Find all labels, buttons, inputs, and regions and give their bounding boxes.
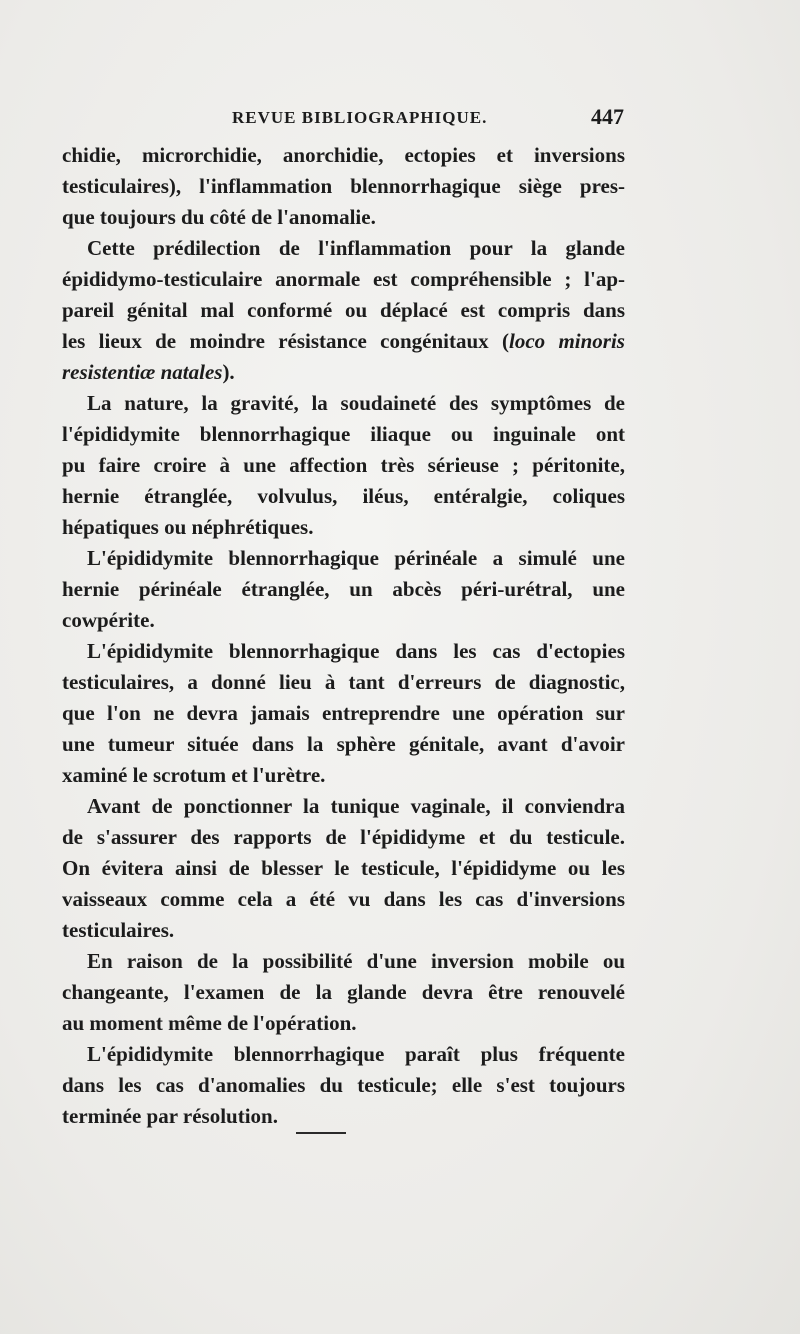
text-line: que l'on ne devra jamais entreprendre une opération sur <box>62 701 625 725</box>
text-line: cowpérite. <box>62 608 155 632</box>
text-line: L'épididymite blennorrhagique paraît plus fréquente <box>87 1042 625 1066</box>
text-line: vaisseaux comme cela a été vu dans les cas d'inversions <box>62 887 625 911</box>
text-line: La nature, la gravité, la soudaineté des symptômes de <box>87 391 625 415</box>
text-line: épididymo-testiculaire anormale est compréhensible ; l'ap- <box>62 267 625 291</box>
text-line: testiculaires), l'inflammation blennorrhagique siège pres- <box>62 174 625 198</box>
text-line: L'épididymite blennorrhagique périnéale a simulé une <box>87 546 625 570</box>
text-line: terminée par résolution. <box>62 1104 278 1128</box>
text-line: resistentiæ natales). <box>62 360 235 384</box>
text-line: dans les cas d'anomalies du testicule; elle s'est toujours <box>62 1073 625 1097</box>
text-line: chidie, microrchidie, anorchidie, ectopies et inversions <box>62 143 625 167</box>
closing-rule <box>296 1132 346 1134</box>
text-line: Cette prédilection de l'inflammation pour la glande <box>87 236 625 260</box>
text-line: que toujours du côté de l'anomalie. <box>62 205 376 229</box>
page-number: 447 <box>591 104 624 129</box>
text-line: testiculaires. <box>62 918 175 942</box>
text-line: au moment même de l'opération. <box>62 1011 357 1035</box>
text-line: xaminé le scrotum et l'urètre. <box>62 763 326 787</box>
text-line: On évitera ainsi de blesser le testicule, l'épididyme ou les <box>62 856 625 880</box>
text-line: En raison de la possibilité d'une inversion mobile ou <box>87 949 625 973</box>
text-line: une tumeur située dans la sphère génitale, avant d'avoir <box>62 732 625 756</box>
text-line: changeante, l'examen de la glande devra être renouvelé <box>62 980 625 1004</box>
text-line: pareil génital mal conformé ou déplacé est compris dans <box>62 298 625 322</box>
text-line: les lieux de moindre résistance congénitaux (loco minoris <box>62 329 625 353</box>
text-line: pu faire croire à une affection très sérieuse ; péritonite, <box>62 453 625 477</box>
running-title: REVUE BIBLIOGRAPHIQUE. <box>232 108 488 127</box>
running-header <box>62 104 624 134</box>
text-line: hernie périnéale étranglée, un abcès péri-urétral, une <box>62 577 625 601</box>
text-line: hépatiques ou néphrétiques. <box>62 515 314 539</box>
text-line: l'épididymite blennorrhagique iliaque ou inguinale ont <box>62 422 625 446</box>
body-text <box>62 140 625 1132</box>
text-line: L'épididymite blennorrhagique dans les cas d'ectopies <box>87 639 625 663</box>
text-line: de s'assurer des rapports de l'épididyme et du testicule. <box>62 825 625 849</box>
text-line: Avant de ponctionner la tunique vaginale, il conviendra <box>87 794 625 818</box>
text-line: testiculaires, a donné lieu à tant d'erreurs de diagnostic, <box>62 670 625 694</box>
text-line: hernie étranglée, volvulus, iléus, entéralgie, coliques <box>62 484 625 508</box>
